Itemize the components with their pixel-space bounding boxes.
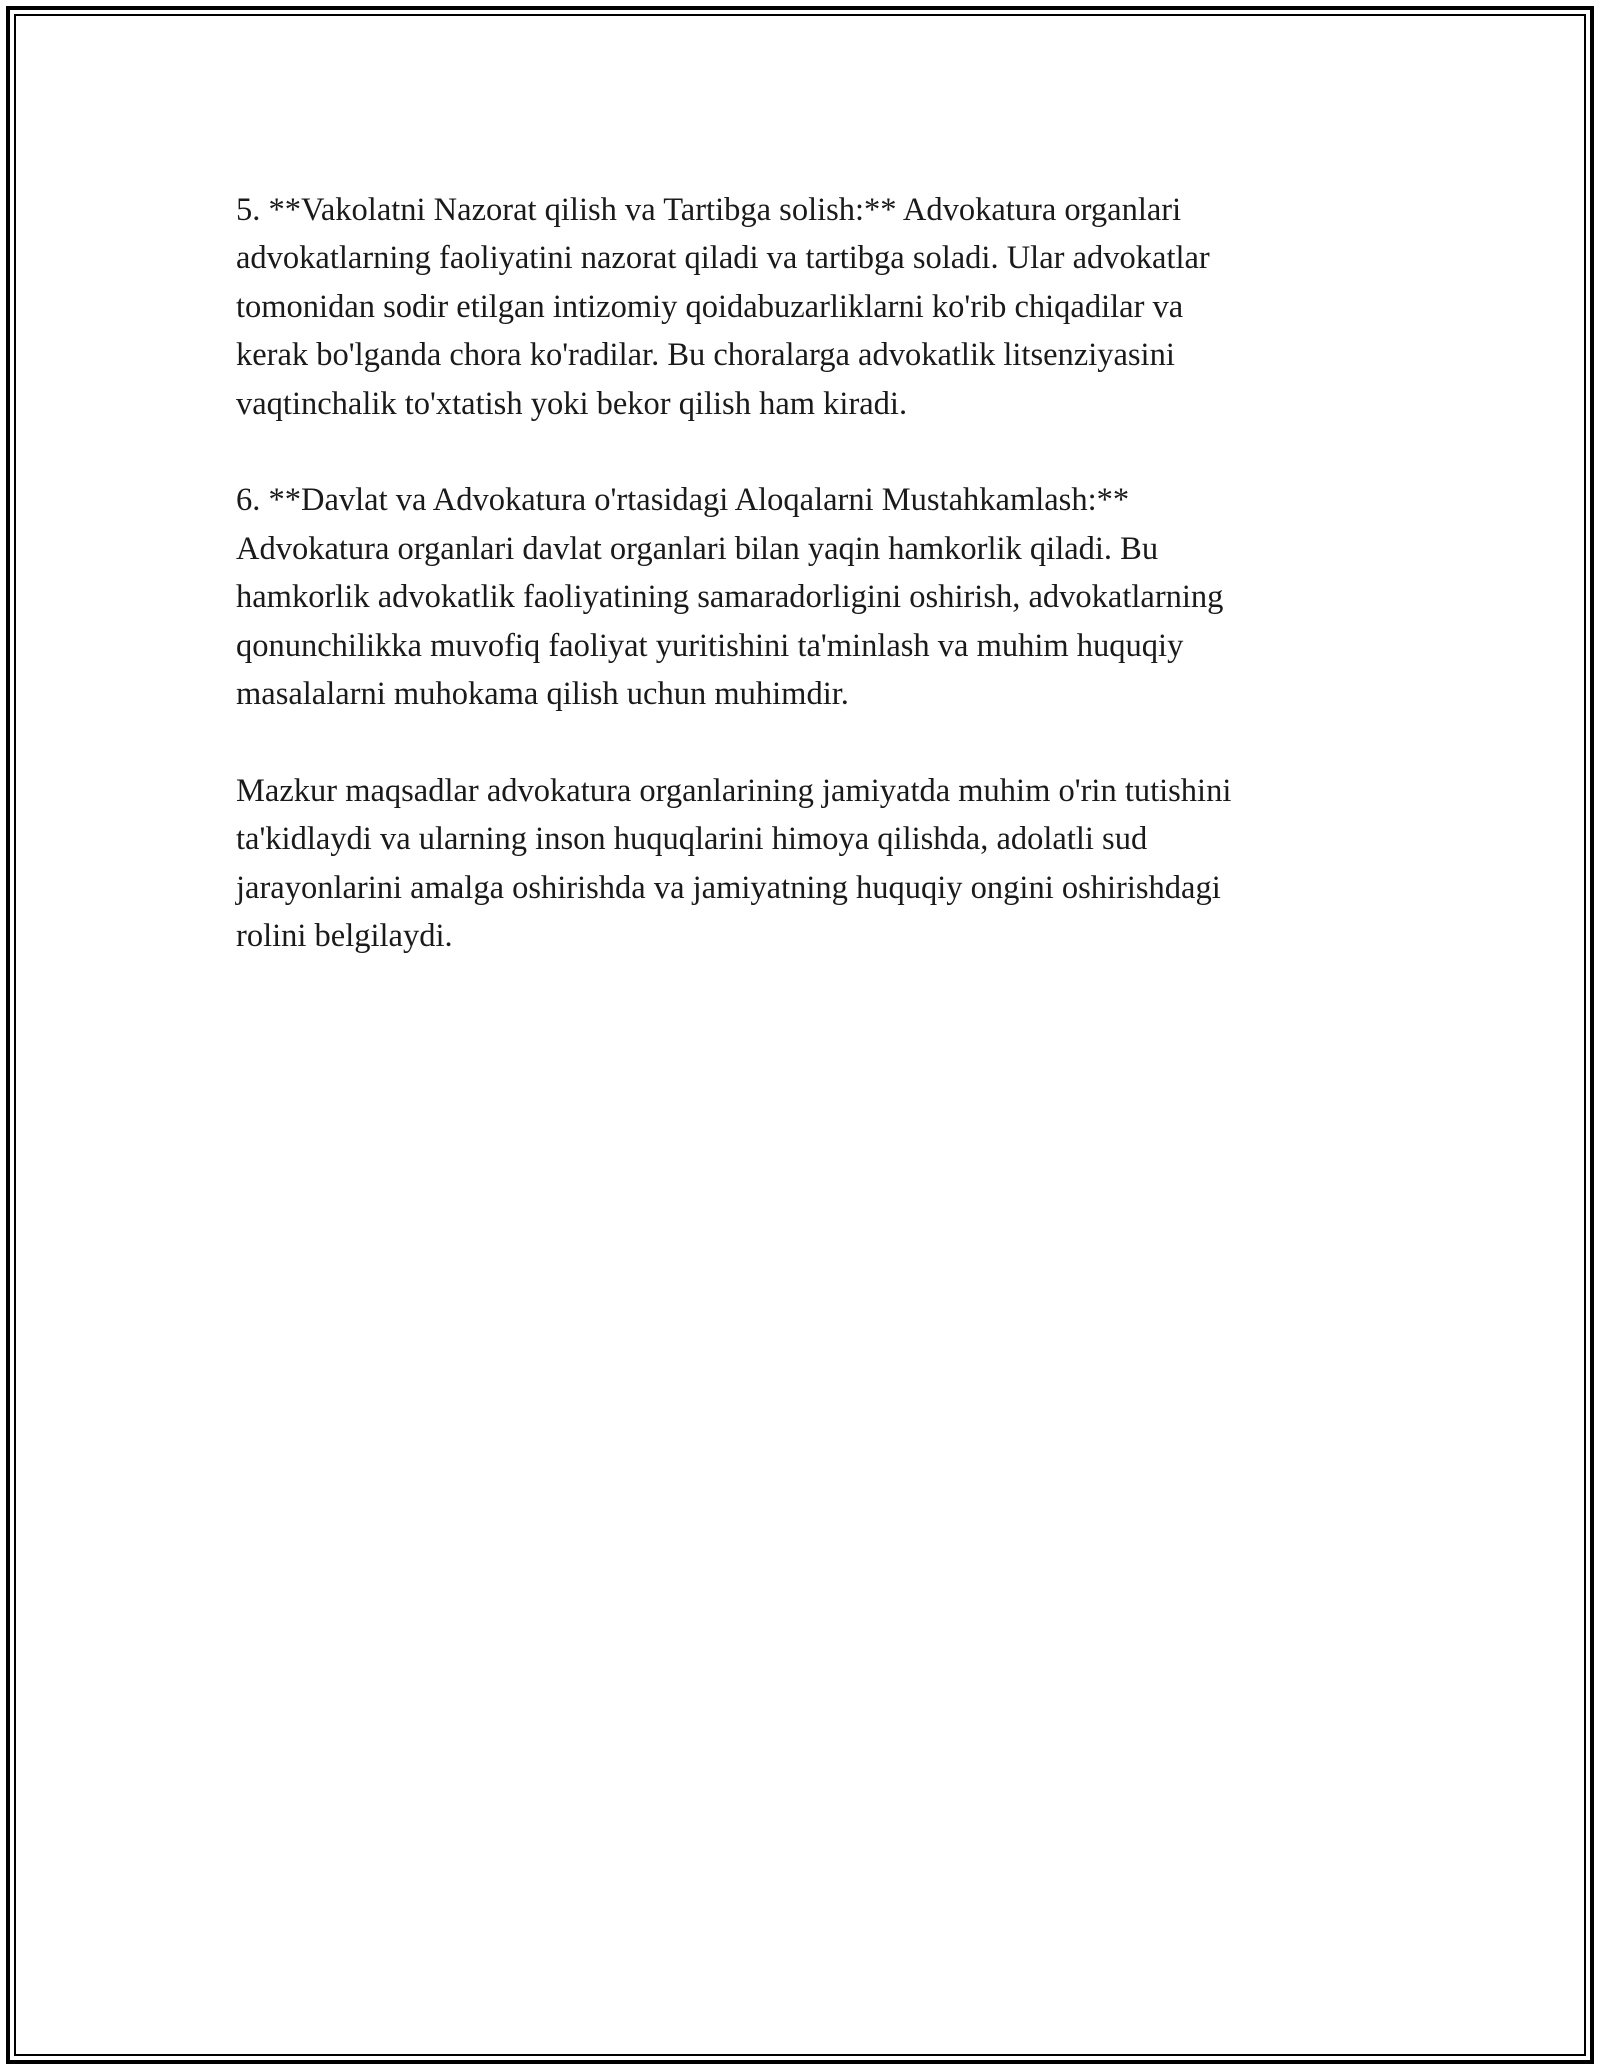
text-line: jarayonlarini amalga oshirishda va jamiyatning huquqiy ongini oshirishdagi xyxy=(236,869,1221,906)
paragraph-item-6 xyxy=(236,476,1386,718)
paragraph-item-5 xyxy=(236,186,1386,428)
text-line: rolini belgilaydi. xyxy=(236,918,453,955)
text-line: qonunchilikka muvofiq faoliyat yuritishini ta'minlash va muhim huquqiy xyxy=(236,627,1184,664)
paragraph-conclusion xyxy=(236,767,1386,961)
document-body xyxy=(236,186,1386,1009)
text-line: masalalarni muhokama qilish uchun muhimdir. xyxy=(236,676,849,713)
text-line: vaqtinchalik to'xtatish yoki bekor qilish ham kiradi. xyxy=(236,385,908,422)
text-line: Mazkur maqsadlar advokatura organlarining jamiyatda muhim o'rin tutishini xyxy=(236,772,1232,809)
text-line: Advokatura organlari davlat organlari bilan yaqin hamkorlik qiladi. Bu xyxy=(236,530,1159,567)
text-line: 6. **Davlat va Advokatura o'rtasidagi Aloqalarni Mustahkamlash:** xyxy=(236,482,1130,519)
text-line: ta'kidlaydi va ularning inson huquqlarini himoya qilishda, adolatli sud xyxy=(236,821,1148,858)
text-line: hamkorlik advokatlik faoliyatining samaradorligini oshirish, advokatlarning xyxy=(236,579,1224,616)
text-line: kerak bo'lganda chora ko'radilar. Bu choralarga advokatlik litsenziyasini xyxy=(236,337,1175,374)
text-line: 5. **Vakolatni Nazorat qilish va Tartibga solish:** Advokatura organlari xyxy=(236,192,1182,228)
text-line: advokatlarning faoliyatini nazorat qiladi va tartibga soladi. Ular advokatlar xyxy=(236,240,1210,277)
text-line: tomonidan sodir etilgan intizomiy qoidabuzarliklarni ko'rib chiqadilar va xyxy=(236,288,1184,325)
